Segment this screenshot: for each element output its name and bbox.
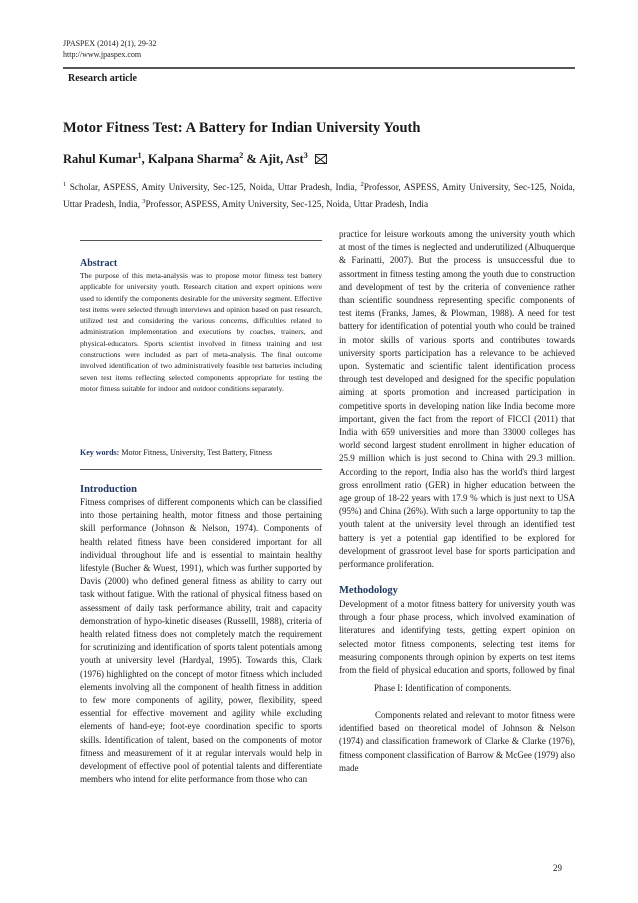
author-superscript: 3 (303, 151, 308, 160)
journal-citation: JPASPEX (2014) 2(1), 29-32 (63, 39, 157, 48)
keywords (80, 448, 322, 457)
author-superscript: 2 (239, 151, 244, 160)
author-superscript: 1 (137, 151, 142, 160)
paper-title: Motor Fitness Test: A Battery for Indian University Youth (63, 120, 421, 136)
affiliation-superscript: 2 (360, 181, 364, 188)
introduction-heading: Introduction (80, 484, 137, 495)
journal-url[interactable]: http://www.jpaspex.com (63, 50, 142, 59)
affiliation-superscript: 1 (63, 181, 67, 188)
article-type: Research article (68, 73, 137, 84)
affiliation-text: Scholar, ASPESS, Amity University, Sec-125, Noida, Uttar Pradesh, India, (66, 183, 361, 194)
affiliation-text: Professor, ASPESS, Amity University, Sec-125, Noida, Uttar Pradesh, India (145, 200, 429, 211)
keywords-label: Key words: (80, 448, 120, 457)
introduction-text: Fitness comprises of different components which can be classified into those pertaining health, motor fitness and those pertaining skill performance (Johnson & Nelson, 1974). Components of health related fitness have been considered important for all individual throughout life and is essential to maintain healthy lifestyle (Bucher & Wuest, 1991), which was further supported by Davis (2000) who defined general fitness as ability to carry out task without fatigue. With the rational of physical fitness based on assessment of daily task performance ability, trait and capacity demonstration of hypo-kinetic diseases (Russelll, 1988), criteria of health related fitness does not completely match the requirement for scrutinizing and identification of sports talent potentials among youth at university level (Hardyal, 1995). Towards this, Clark (1976) highlighted on the concept of motor fitness which included elements involving all the component of health fitness in addition to few more components of agility, power, flexibility, speed essential for effective movement and agility while excluding elements of hand-eye; foot-eye coordination specific to sports skills. Identification of talent, based on the components of motor fitness and measurement of it at regular intervals would help in development of effective pool of potential talents and differentiate members who intend for elite performance from those who can (80, 497, 322, 785)
header-divider (63, 67, 575, 69)
affiliations (63, 178, 575, 212)
affiliation-text: Professor, ASPESS, Amity University, Sec-125, Noida, Uttar Pradesh, India, (63, 183, 575, 211)
methodology-text: Development of a motor fitness battery for university youth was through a four phase process, which involved examination of literatures and identifying tests, getting expert opinion on selected motor fitness components, selecting test items for measuring components through opinion by experts on test items from the field of physical education and sports, followed by final (339, 599, 575, 676)
phase-text: Components related and relevant to motor fitness were identified based on theoretical model of Johnson & Nelson (1974) and classification framework of Clarke & Clarke (1976), fitness component classification of Barrow & McGee (1979) also made (339, 710, 575, 773)
journal-header (63, 38, 157, 60)
phase-title: Phase I: Identification of components. (374, 683, 512, 693)
author-name: Ajit, Ast (259, 152, 304, 167)
abstract-top-rule (80, 240, 322, 241)
author-name: Kalpana Sharma (147, 152, 240, 167)
keywords-text: Motor Fitness, University, Test Battery, Fitness (119, 448, 273, 457)
page-number: 29 (553, 863, 562, 873)
methodology-heading: Methodology (339, 585, 398, 596)
abstract-text: The purpose of this meta-analysis was to propose motor fitness test battery applicable for university youth. Research citation and expert opinions were used to identify the components desirable for the university segment. Effective test items were selected through interviews and opinion based on past research, utilized test and considering the various concerns, difficulties related to administration implementation and executions by coaches, trainers, and physical-educators. Sports scientist involved in fitness training and test constructions were included as part of meta-analysis. The final outcome involved identification of two administratively feasible test batteries including seven test items reflecting selected components appropriate for testing the motor fitness suitable for indoor and outdoor conditions separately. (80, 271, 322, 393)
affiliation-superscript: 3 (142, 198, 146, 206)
right-column-text: practice for leisure workouts among the university youth which at most of the times is neglected and underutilized (Albuquerque & Farinatti, 2007). But the process is unsuccessful due to assortment in fitness testing among the youth due to construction and development of test by the criteria of convenience rather than scientific soundness representing specific components of test items (Franks, James, & Plowman, 1988). A need for test battery for identification of potential youth who could be trained in motor skills of various sports and contributes towards university sports participation has a relevance to be achieved upon. Systematic and scientific talent identification process through test developed and designed for the specific population aiming at sports promotion and increased participation in competitive sports in developing nation like India become more important, given the fact from the report of FICCI (2011) that India with 659 universities and more than 33000 colleges has world second largest student enrollment in higher education of 25.9 million which is just second to China with 29.3 million. According to the report, India also has the world's third largest gross enrollment ratio (GER) in higher education between the age group of 18-22 years with 17.9 % which is just next to USA (95%) and China (26%). With such a large opportunity to tap the youth talent at the university level through an identified test battery is yet a potential gap identified to be explored for development of grassroot level base for sports participation and performance proliferation. (339, 229, 575, 570)
abstract-heading: Abstract (80, 258, 118, 269)
author-list: Rahul Kumar$^1$, Kalpana Sharma$^2$ & Ajit, Ast$^3$ (63, 151, 327, 167)
author-name: Rahul Kumar (63, 152, 138, 167)
abstract-bottom-rule (80, 469, 322, 470)
email-envelope-icon[interactable] (315, 154, 327, 164)
